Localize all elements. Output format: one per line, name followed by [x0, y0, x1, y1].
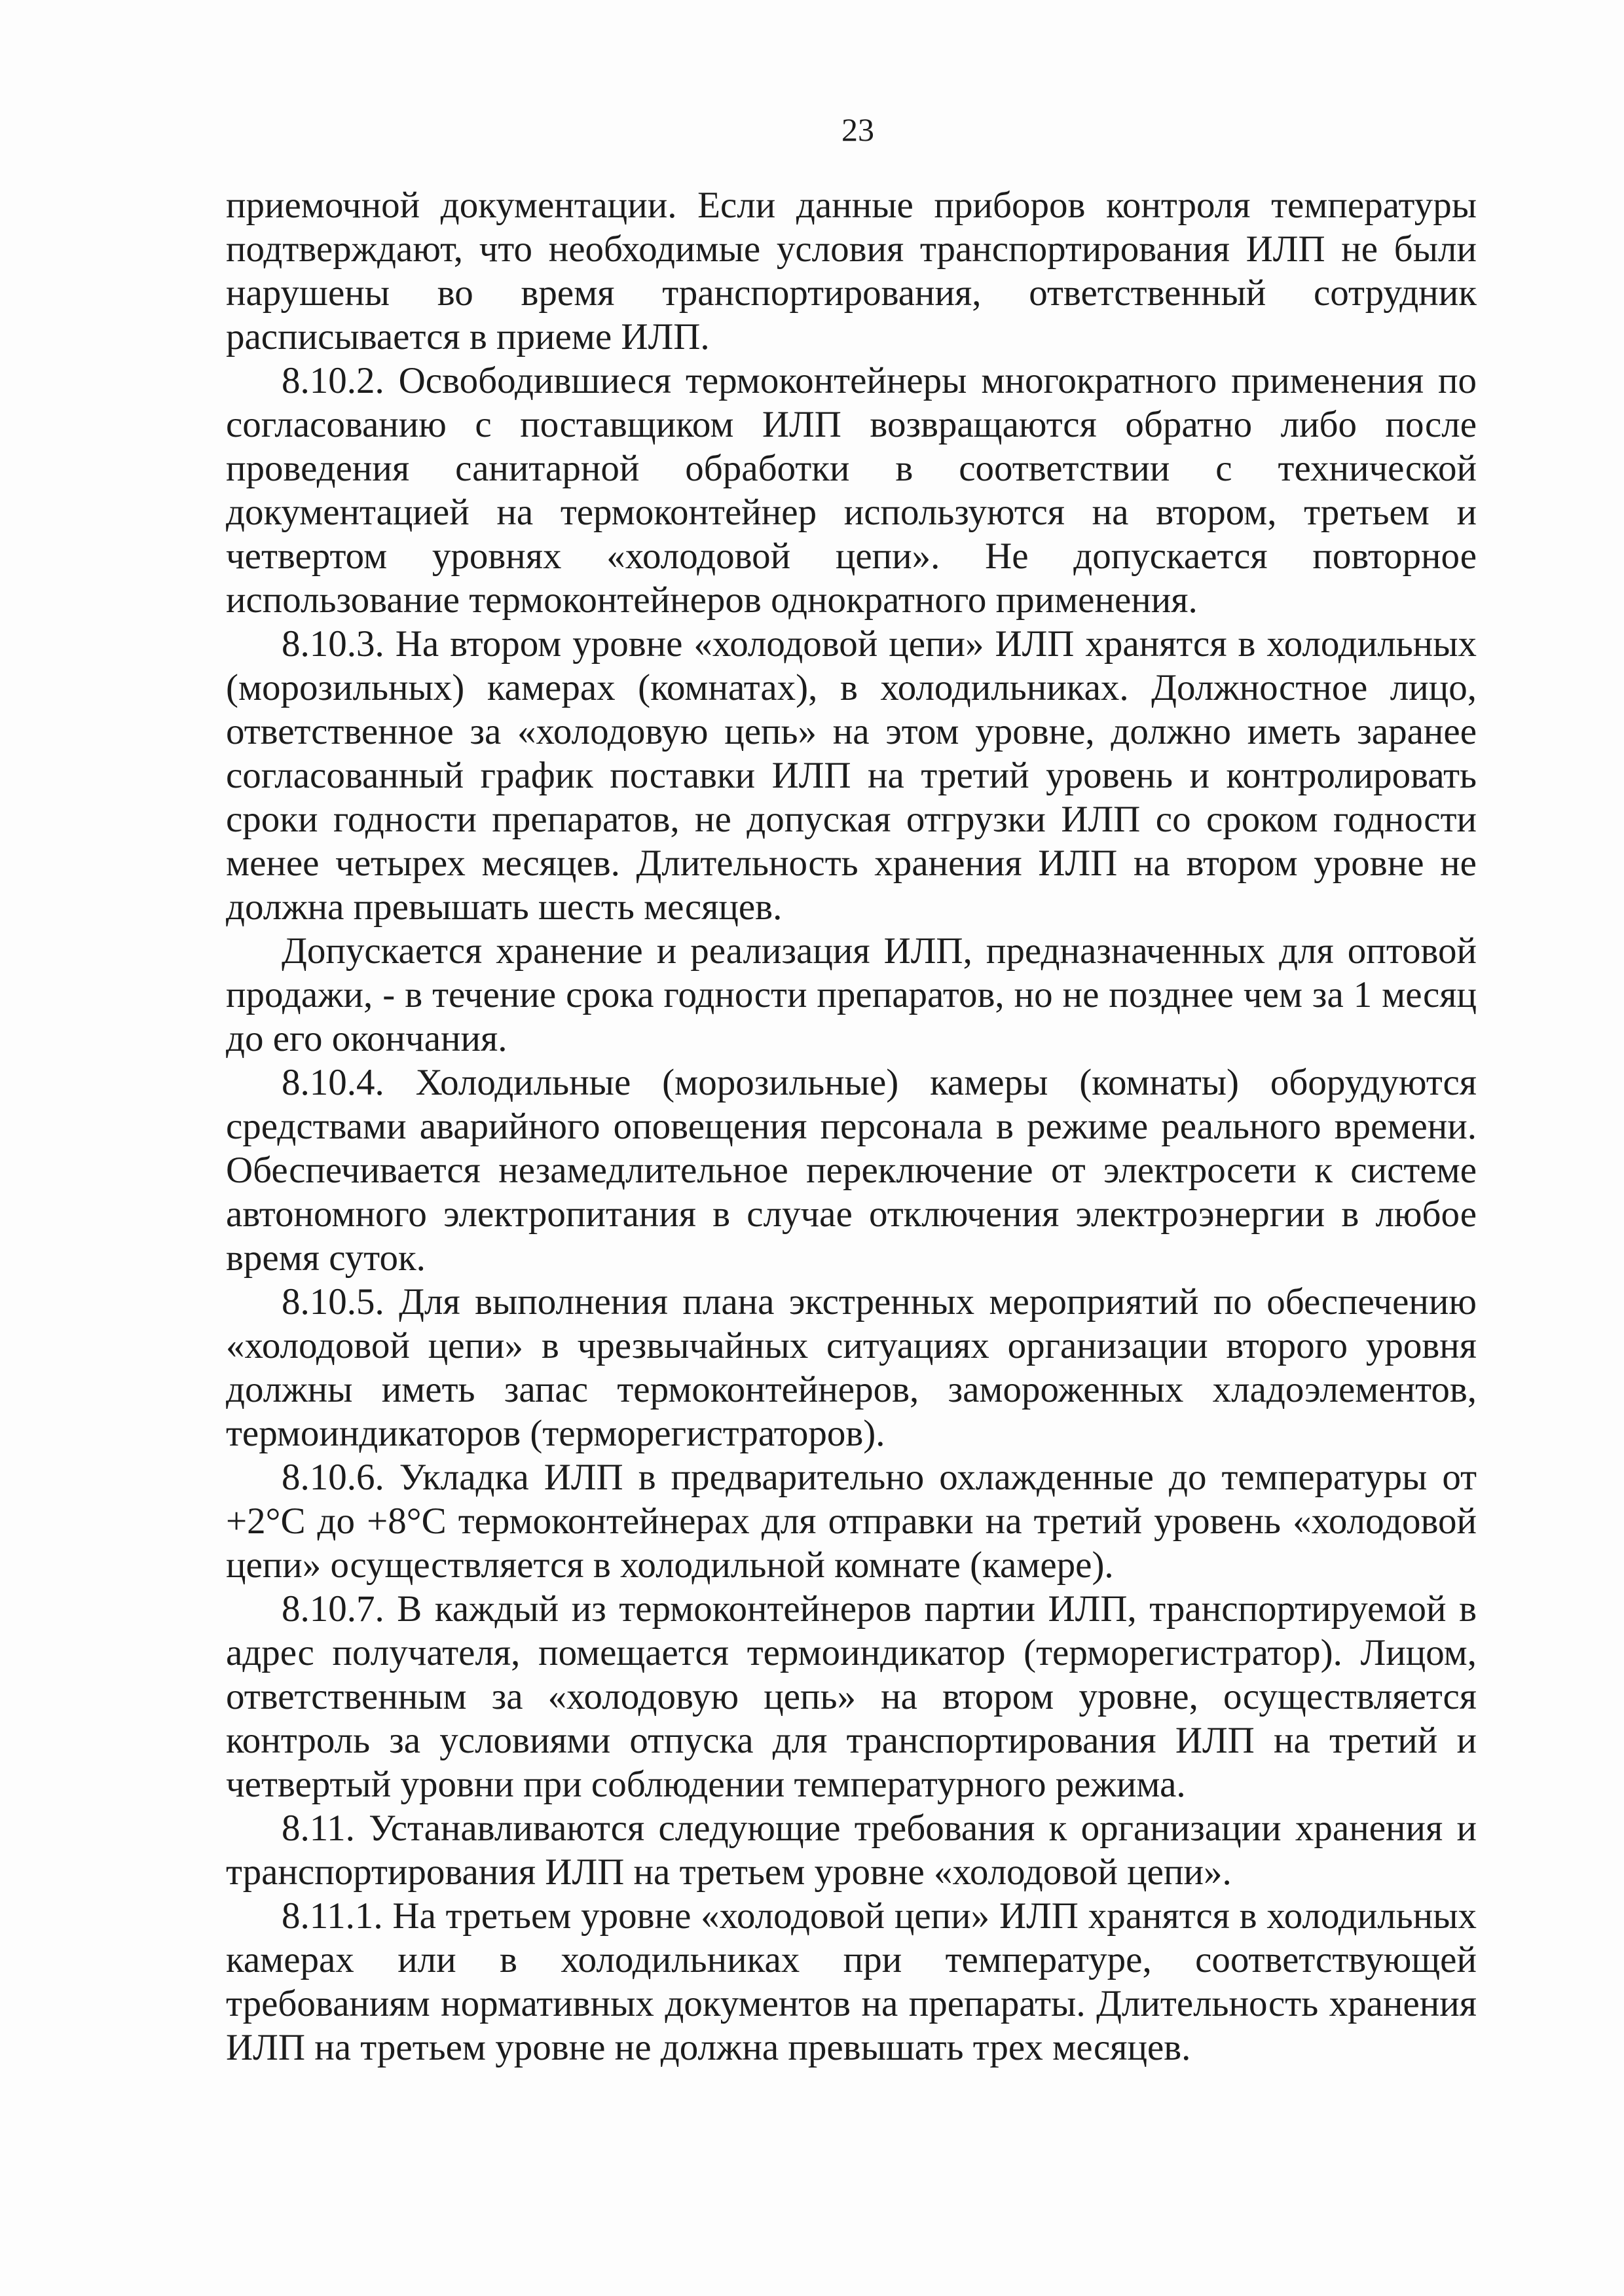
page-number: 23: [841, 111, 874, 148]
paragraph-8-10-6: 8.10.6. Укладка ИЛП в предварительно охлажденные до температуры от +2°С до +8°С термоконтейнерах для отправки на третий уровень «холодовой цепи» осуществляется в холодильной комнате (камере).: [226, 1457, 1477, 1586]
paragraph-8-10-3: 8.10.3. На втором уровне «холодовой цепи» ИЛП хранятся в холодильных (морозильных) камерах (комнатах), в холодильниках. Должностное лицо, ответственное за «холодовую цепь» на этом уровне, должно иметь заранее согласованный график поставки ИЛП на третий уровень и контролировать сроки годности препаратов, не допуская отгрузки ИЛП со сроком годности менее четырех месяцев. Длительность хранения ИЛП на втором уровне не должна превышать шесть месяцев.: [226, 623, 1477, 928]
paragraph-8-10-7: 8.10.7. В каждый из термоконтейнеров партии ИЛП, транспортируемой в адрес получателя, помещается термоиндикатор (терморегистратор). Лицом, ответственным за «холодовую цепь» на втором уровне, осуществляется контроль за условиями отпуска для транспортирования ИЛП на третий и четвертый уровни при соблюдении температурного режима.: [226, 1588, 1477, 1805]
paragraph-storage-sale: Допускается хранение и реализация ИЛП, предназначенных для оптовой продажи, - в течение срока годности препаратов, но не позднее чем за 1 месяц до его окончания.: [226, 930, 1477, 1059]
paragraph-8-10-5: 8.10.5. Для выполнения плана экстренных мероприятий по обеспечению «холодовой цепи» в чрезвычайных ситуациях организации второго уровня должны иметь запас термоконтейнеров, замороженных хладоэлементов, термоиндикаторов (терморегистраторов).: [226, 1281, 1477, 1454]
paragraph-continuation: приемочной документации. Если данные приборов контроля температуры подтверждают, что необходимые условия транспортирования ИЛП не были нарушены во время транспортирования, ответственный сотрудник расписывается в приеме ИЛП.: [226, 185, 1477, 357]
paragraph-8-10-4: 8.10.4. Холодильные (морозильные) камеры (комнаты) оборудуются средствами аварийного оповещения персонала в режиме реального времени. Обеспечивается незамедлительное переключение от электросети к системе автономного электропитания в случае отключения электроэнергии в любое время суток.: [226, 1062, 1477, 1279]
document-body: [226, 183, 1477, 2069]
paragraph-8-11-1: 8.11.1. На третьем уровне «холодовой цепи» ИЛП хранятся в холодильных камерах или в холодильниках при температуре, соответствующей требованиям нормативных документов на препараты. Длительность хранения ИЛП на третьем уровне не должна превышать трех месяцев.: [226, 1895, 1477, 2068]
paragraph-8-11: 8.11. Устанавливаются следующие требования к организации хранения и транспортирования ИЛП на третьем уровне «холодовой цепи».: [226, 1808, 1477, 1893]
paragraph-8-10-2: 8.10.2. Освободившиеся термоконтейнеры многократного применения по согласованию с поставщиком ИЛП возвращаются обратно либо после проведения санитарной обработки в соответствии с технической документацией на термоконтейнер используются на втором, третьем и четвертом уровнях «холодовой цепи». Не допускается повторное использование термоконтейнеров однократного применения.: [226, 360, 1477, 621]
